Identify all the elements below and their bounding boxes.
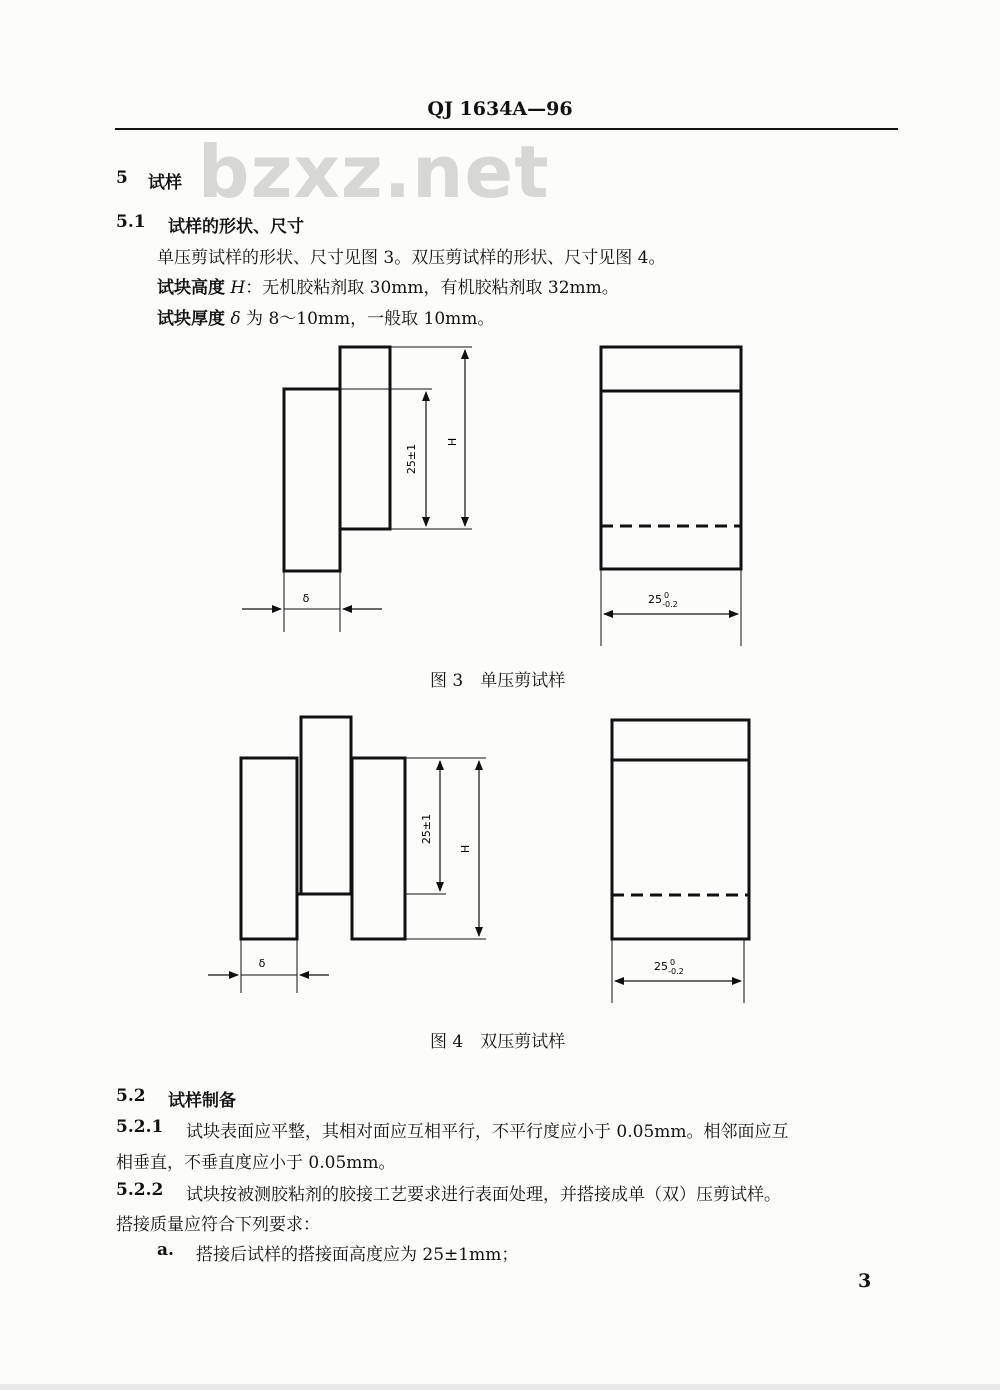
para2-label: 试块高度 bbox=[157, 278, 225, 298]
section-5-number: 5 bbox=[116, 168, 128, 188]
fig3-caption: 图 3 单压剪试样 bbox=[430, 671, 566, 691]
fig3-left-block bbox=[284, 389, 340, 571]
header-doc-code: QJ 1634A—96 bbox=[427, 98, 573, 120]
fig4-front-block bbox=[612, 720, 749, 939]
para2-variable: H bbox=[230, 278, 246, 298]
fig3-tol-lower: -0.2 bbox=[662, 600, 678, 609]
section-5-1-para1: 单压剪试样的形状、尺寸见图 3。双压剪试样的形状、尺寸见图 4。 bbox=[157, 248, 666, 268]
section-5-2-title: 试样制备 bbox=[168, 1091, 236, 1111]
page-number: 3 bbox=[858, 1270, 872, 1292]
section-5-2-2-line1: 试块按被测胶粘剂的胶接工艺要求进行表面处理，并搭接成单（双）压剪试样。 bbox=[186, 1185, 781, 1205]
fig4-overlap-label: 25±1 bbox=[420, 813, 433, 845]
list-item-a-label: a. bbox=[157, 1240, 174, 1260]
fig4-front-view bbox=[612, 720, 749, 1003]
section-5-title: 试样 bbox=[148, 173, 182, 193]
para3-label: 试块厚度 bbox=[157, 309, 225, 329]
watermark-text: bzxz.net bbox=[198, 130, 550, 214]
section-5-2-2-number: 5.2.2 bbox=[116, 1180, 164, 1200]
section-5-2-number: 5.2 bbox=[116, 1086, 146, 1106]
fig3-width-label bbox=[648, 591, 678, 609]
fig3-overlap-label: 25±1 bbox=[405, 443, 418, 475]
fig4-tol-upper: 0 bbox=[670, 958, 676, 967]
section-5-2-1-line2: 相垂直，不垂直度应小于 0.05mm。 bbox=[116, 1153, 396, 1173]
list-item-a-text: 搭接后试样的搭接面高度应为 25±1mm； bbox=[196, 1245, 519, 1265]
fig4-thickness-label: δ bbox=[258, 957, 266, 970]
page-bottom-edge bbox=[0, 1384, 1000, 1390]
fig4-right-block bbox=[352, 758, 405, 939]
para2-rest: ：无机胶粘剂取 30mm，有机胶粘剂取 32mm。 bbox=[245, 278, 619, 298]
para3-variable: δ bbox=[230, 309, 241, 329]
section-5-1-number: 5.1 bbox=[116, 212, 146, 232]
section-5-2-1-number: 5.2.1 bbox=[116, 1117, 164, 1137]
section-5-2-1-line1: 试块表面应平整，其相对面应互相平行，不平行度应小于 0.05mm。相邻面应互 bbox=[186, 1122, 789, 1142]
fig4-width-label bbox=[654, 958, 684, 976]
fig4-middle-block bbox=[301, 717, 351, 894]
fig4-h-label: H bbox=[459, 844, 472, 854]
fig4-side-view bbox=[208, 717, 486, 993]
section-5-1-title: 试样的形状、尺寸 bbox=[168, 217, 304, 237]
fig3-side-view bbox=[242, 347, 472, 632]
fig3-h-label: H bbox=[446, 437, 459, 447]
fig3-width-value: 25 bbox=[648, 593, 662, 606]
fig3-front-block bbox=[601, 347, 741, 569]
fig4-caption: 图 4 双压剪试样 bbox=[430, 1032, 566, 1052]
fig4-width-value: 25 bbox=[654, 960, 668, 973]
fig3-right-block bbox=[340, 347, 390, 529]
fig4-tol-lower: -0.2 bbox=[668, 967, 684, 976]
section-5-2-2-line2: 搭接质量应符合下列要求： bbox=[116, 1215, 320, 1235]
para3-rest: 为 8～10mm，一般取 10mm。 bbox=[240, 309, 495, 329]
fig3-thickness-label: δ bbox=[302, 592, 310, 605]
fig3-tol-upper: 0 bbox=[664, 591, 670, 600]
fig4-left-block bbox=[241, 758, 297, 939]
